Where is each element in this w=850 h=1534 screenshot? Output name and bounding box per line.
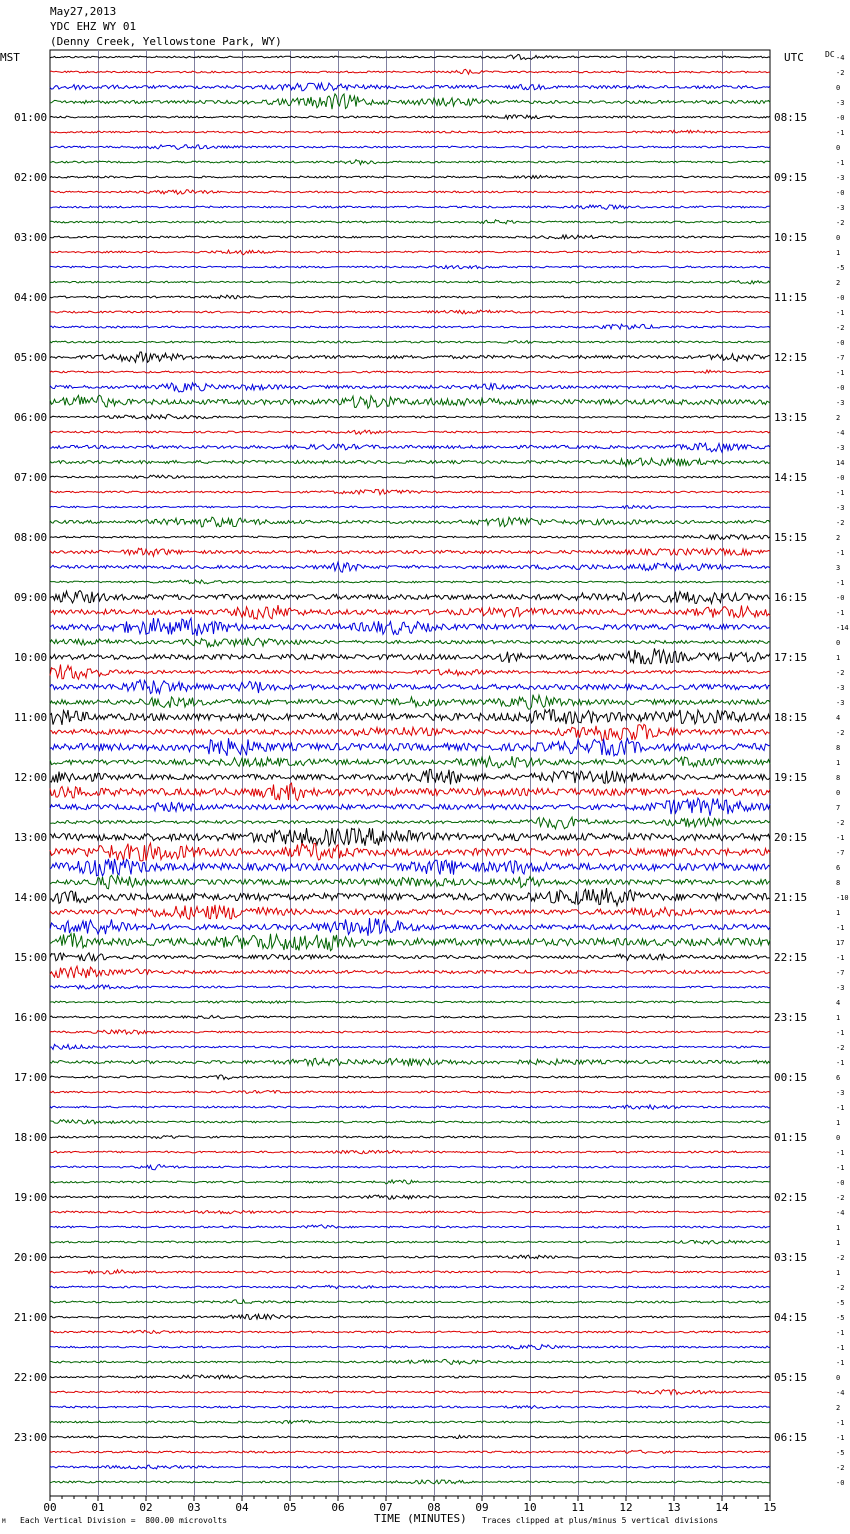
dc-offset-label: -7 xyxy=(836,354,845,362)
seismic-trace xyxy=(50,506,770,509)
dc-offset-label: 1 xyxy=(836,1014,841,1022)
seismic-trace xyxy=(50,1150,770,1153)
seismic-trace xyxy=(50,769,770,784)
seismic-trace xyxy=(50,1030,770,1035)
hour-label-utc: 09:15 xyxy=(774,171,808,184)
dc-offset-label: -2 xyxy=(836,1464,845,1472)
hour-label-mst: 04:00 xyxy=(14,291,48,304)
dc-offset-label: -1 xyxy=(836,1104,845,1112)
dc-offset-label: 0 xyxy=(836,639,841,647)
seismic-trace xyxy=(50,1330,770,1333)
dc-offset-label: -3 xyxy=(836,699,845,707)
dc-offset-label: -0 xyxy=(836,594,845,602)
dc-offset-label: 2 xyxy=(836,279,841,287)
seismic-trace xyxy=(50,1480,770,1484)
dc-offset-label: -1 xyxy=(836,489,845,497)
hour-label-utc: 19:15 xyxy=(774,771,808,784)
dc-offset-label: -1 xyxy=(836,834,845,842)
dc-offset-label: -0 xyxy=(836,114,845,122)
x-tick-label: 05 xyxy=(283,1501,297,1514)
dc-offset-label: -1 xyxy=(836,129,845,137)
dc-offset-label: -1 xyxy=(836,1359,845,1367)
seismic-trace xyxy=(50,489,770,494)
seismic-trace xyxy=(50,580,770,584)
dc-offset-label: 1 xyxy=(836,1239,841,1247)
dc-offset-label: 7 xyxy=(836,804,841,812)
station-location: (Denny Creek, Yellowstone Park, WY) xyxy=(50,35,282,48)
seismic-trace xyxy=(50,266,770,269)
hour-label-utc: 11:15 xyxy=(774,291,808,304)
dc-offset-label: -1 xyxy=(836,1419,845,1427)
dc-offset-label: 0 xyxy=(836,144,841,152)
dc-offset-label: -4 xyxy=(836,429,845,437)
scale-note: Each Vertical Division = 800.00 microvolts xyxy=(20,1516,228,1525)
left-zone-label: MST xyxy=(0,51,20,64)
hour-label-mst: 10:00 xyxy=(14,651,48,664)
seismic-trace xyxy=(50,1465,770,1469)
seismic-trace xyxy=(50,130,770,133)
seismic-trace xyxy=(50,1195,770,1199)
hour-label-mst: 03:00 xyxy=(14,231,48,244)
dc-offset-label: -4 xyxy=(836,1389,845,1397)
hour-label-utc: 20:15 xyxy=(774,831,808,844)
dc-offset-label: -1 xyxy=(836,159,845,167)
hour-label-utc: 21:15 xyxy=(774,891,808,904)
hour-label-mst: 22:00 xyxy=(14,1371,48,1384)
dc-offset-label: -2 xyxy=(836,519,845,527)
seismic-trace xyxy=(50,1390,770,1395)
dc-offset-label: -2 xyxy=(836,819,845,827)
seismic-trace xyxy=(50,281,770,284)
seismic-trace xyxy=(50,680,770,694)
dc-offset-label: 1 xyxy=(836,909,841,917)
dc-offset-label: -2 xyxy=(836,669,845,677)
hour-label-utc: 23:15 xyxy=(774,1011,808,1024)
x-axis-title: TIME (MINUTES) xyxy=(374,1512,467,1525)
dc-offset-label: -5 xyxy=(836,1314,845,1322)
seismic-trace xyxy=(50,905,770,919)
hour-label-utc: 22:15 xyxy=(774,951,808,964)
dc-offset-label: 0 xyxy=(836,234,841,242)
seismic-trace xyxy=(50,324,770,329)
hour-label-mst: 23:00 xyxy=(14,1431,48,1444)
hour-label-mst: 02:00 xyxy=(14,171,48,184)
seismic-trace xyxy=(50,458,770,466)
seismic-trace xyxy=(50,724,770,740)
seismic-trace xyxy=(50,953,770,961)
dc-offset-label: -5 xyxy=(836,1299,845,1307)
dc-offset-label: -2 xyxy=(836,729,845,737)
dc-offset-label: -4 xyxy=(836,54,845,62)
dc-offset-label: 0 xyxy=(836,789,841,797)
dc-offset-label: 1 xyxy=(836,1224,841,1232)
seismic-trace xyxy=(50,69,770,74)
seismic-trace xyxy=(50,175,770,178)
dc-offset-label: 0 xyxy=(836,1134,841,1142)
hour-label-mst: 08:00 xyxy=(14,531,48,544)
seismic-trace xyxy=(50,443,770,452)
hour-label-mst: 20:00 xyxy=(14,1251,48,1264)
seismic-trace xyxy=(50,1091,770,1094)
hour-label-mst: 17:00 xyxy=(14,1071,48,1084)
dc-offset-label: 0 xyxy=(836,1374,841,1382)
seismic-trace xyxy=(50,1044,770,1049)
seismic-trace xyxy=(50,1015,770,1018)
dc-offset-label: -3 xyxy=(836,204,845,212)
dc-offset-label: -3 xyxy=(836,684,845,692)
seismic-trace xyxy=(50,370,770,373)
seismic-trace xyxy=(50,1435,770,1438)
hour-label-utc: 13:15 xyxy=(774,411,808,424)
seismic-trace xyxy=(50,94,770,109)
seismic-trace xyxy=(50,160,770,165)
seismic-trace xyxy=(50,295,770,299)
seismic-trace xyxy=(50,648,770,664)
dc-offset-label: -0 xyxy=(836,189,845,197)
dc-offset-label: -1 xyxy=(836,309,845,317)
seismic-trace xyxy=(50,1420,770,1423)
dc-offset-label: -0 xyxy=(836,474,845,482)
seismic-trace xyxy=(50,756,770,768)
dc-offset-label: -4 xyxy=(836,1209,845,1217)
hour-label-utc: 02:15 xyxy=(774,1191,808,1204)
dc-offset-label: 17 xyxy=(836,939,845,947)
dc-offset-label: -2 xyxy=(836,69,845,77)
dc-offset-label: -2 xyxy=(836,1284,845,1292)
seismic-trace xyxy=(50,1075,770,1080)
dc-offset-label: -1 xyxy=(836,579,845,587)
dc-offset-label: -1 xyxy=(836,369,845,377)
x-tick-label: 00 xyxy=(43,1501,57,1514)
seismic-trace xyxy=(50,875,770,888)
seismic-trace xyxy=(50,817,770,829)
seismic-trace xyxy=(50,548,770,556)
dc-offset-label: -7 xyxy=(836,969,845,977)
seismic-trace xyxy=(50,517,770,527)
dc-offset-label: 2 xyxy=(836,414,841,422)
x-tick-label: 02 xyxy=(139,1501,153,1514)
x-tick-label: 15 xyxy=(763,1501,777,1514)
dc-offset-label: -1 xyxy=(836,924,845,932)
seismic-trace xyxy=(50,1359,770,1364)
dc-offset-label: -3 xyxy=(836,504,845,512)
hour-label-utc: 00:15 xyxy=(774,1071,808,1084)
hour-label-utc: 17:15 xyxy=(774,651,808,664)
seismic-trace xyxy=(50,888,770,906)
seismic-trace xyxy=(50,430,770,434)
dc-offset-label: -14 xyxy=(836,624,849,632)
dc-offset-label: 1 xyxy=(836,654,841,662)
x-tick-label: 13 xyxy=(667,1501,681,1514)
seismic-trace xyxy=(50,535,770,540)
seismic-trace xyxy=(50,341,770,344)
corner-mark: M xyxy=(2,1518,6,1525)
x-tick-label: 07 xyxy=(379,1501,393,1514)
seismic-trace xyxy=(50,1345,770,1350)
dc-offset-label: 6 xyxy=(836,864,841,872)
dc-offset-label: -2 xyxy=(836,219,845,227)
dc-offset-label: 4 xyxy=(836,714,841,722)
seismic-trace xyxy=(50,665,770,680)
dc-offset-label: -1 xyxy=(836,609,845,617)
x-tick-label: 11 xyxy=(571,1501,585,1514)
dc-offset-label: -10 xyxy=(836,894,849,902)
hour-label-utc: 03:15 xyxy=(774,1251,808,1264)
seismic-trace xyxy=(50,115,770,119)
dc-offset-label: -3 xyxy=(836,984,845,992)
seismic-trace xyxy=(50,475,770,478)
dc-offset-label: -0 xyxy=(836,1479,845,1487)
seismic-trace xyxy=(50,798,770,816)
seismic-trace xyxy=(50,414,770,419)
dc-offset-label: 1 xyxy=(836,249,841,257)
seismic-trace xyxy=(50,220,770,224)
dc-offset-label: 3 xyxy=(836,564,841,572)
seismic-trace xyxy=(50,966,770,978)
dc-offset-label: -1 xyxy=(836,1149,845,1157)
seismic-trace xyxy=(50,562,770,572)
dc-offset-label: 4 xyxy=(836,999,841,1007)
seismic-trace xyxy=(50,1225,770,1228)
seismic-trace xyxy=(50,352,770,362)
seismic-trace xyxy=(50,1406,770,1409)
seismic-trace xyxy=(50,395,770,408)
hour-label-mst: 09:00 xyxy=(14,591,48,604)
dc-offset-label: 1 xyxy=(836,1269,841,1277)
dc-offset-label: -3 xyxy=(836,399,845,407)
seismic-trace xyxy=(50,83,770,91)
dc-offset-label: -0 xyxy=(836,294,845,302)
dc-offset-label: -1 xyxy=(836,549,845,557)
dc-offset-label: -1 xyxy=(836,1344,845,1352)
dc-offset-label: -5 xyxy=(836,1449,845,1457)
hour-label-mst: 21:00 xyxy=(14,1311,48,1324)
x-tick-label: 03 xyxy=(187,1501,201,1514)
seismic-trace xyxy=(50,1180,770,1184)
hour-label-mst: 14:00 xyxy=(14,891,48,904)
dc-offset-label: -2 xyxy=(836,1254,845,1262)
seismic-trace xyxy=(50,1058,770,1066)
seismic-trace xyxy=(50,859,770,876)
x-tick-label: 09 xyxy=(475,1501,489,1514)
seismic-trace xyxy=(50,843,770,861)
seismic-trace xyxy=(50,638,770,647)
dc-label: DC xyxy=(825,50,835,59)
dc-offset-label: -2 xyxy=(836,1044,845,1052)
seismic-trace xyxy=(50,1001,770,1004)
right-zone-label: UTC xyxy=(784,51,804,64)
seismic-trace xyxy=(50,1450,770,1453)
seismic-trace xyxy=(50,1211,770,1214)
x-tick-label: 04 xyxy=(235,1501,249,1514)
hour-label-utc: 12:15 xyxy=(774,351,808,364)
hour-label-mst: 07:00 xyxy=(14,471,48,484)
seismic-trace xyxy=(50,310,770,314)
clip-note: Traces clipped at plus/minus 5 vertical divisions xyxy=(482,1516,719,1525)
seismic-trace xyxy=(50,918,770,936)
dc-offset-label: -0 xyxy=(836,384,845,392)
seismic-trace xyxy=(50,618,770,636)
seismic-trace xyxy=(50,190,770,195)
seismic-trace xyxy=(50,1314,770,1319)
hour-label-utc: 16:15 xyxy=(774,591,808,604)
station-code: YDC EHZ WY 01 xyxy=(50,20,137,33)
hour-label-mst: 06:00 xyxy=(14,411,48,424)
record-date: May27,2013 xyxy=(50,5,117,18)
dc-offset-label: 1 xyxy=(836,1119,841,1127)
seismic-trace xyxy=(50,591,770,604)
seismic-trace xyxy=(50,205,770,210)
hour-label-utc: 14:15 xyxy=(774,471,808,484)
dc-offset-label: -3 xyxy=(836,99,845,107)
seismic-trace xyxy=(50,783,770,800)
dc-offset-label: -0 xyxy=(836,1179,845,1187)
seismic-trace xyxy=(50,605,770,619)
hour-label-mst: 13:00 xyxy=(14,831,48,844)
hour-label-mst: 16:00 xyxy=(14,1011,48,1024)
seismic-trace xyxy=(50,1255,770,1259)
dc-offset-label: 0 xyxy=(836,84,841,92)
hour-label-mst: 01:00 xyxy=(14,111,48,124)
hour-label-mst: 12:00 xyxy=(14,771,48,784)
hour-label-utc: 05:15 xyxy=(774,1371,808,1384)
dc-offset-label: -1 xyxy=(836,1029,845,1037)
dc-offset-label: -2 xyxy=(836,324,845,332)
seismic-trace xyxy=(50,985,770,989)
dc-offset-label: -0 xyxy=(836,339,845,347)
seismic-trace xyxy=(50,1375,770,1379)
seismic-trace xyxy=(50,145,770,150)
seismic-trace xyxy=(50,54,770,59)
seismic-trace xyxy=(50,1270,770,1274)
hour-label-utc: 15:15 xyxy=(774,531,808,544)
seismic-trace xyxy=(50,1136,770,1139)
hour-label-utc: 06:15 xyxy=(774,1431,808,1444)
dc-offset-label: -3 xyxy=(836,1089,845,1097)
hour-label-utc: 01:15 xyxy=(774,1131,808,1144)
seismic-trace xyxy=(50,1285,770,1288)
dc-offset-label: 1 xyxy=(836,759,841,767)
dc-offset-label: -1 xyxy=(836,954,845,962)
seismic-trace xyxy=(50,1165,770,1170)
hour-label-utc: 10:15 xyxy=(774,231,808,244)
x-tick-label: 10 xyxy=(523,1501,537,1514)
dc-offset-label: -2 xyxy=(836,1194,845,1202)
x-tick-label: 01 xyxy=(91,1501,105,1514)
dc-offset-label: 14 xyxy=(836,459,845,467)
hour-label-utc: 04:15 xyxy=(774,1311,808,1324)
x-tick-label: 14 xyxy=(715,1501,729,1514)
dc-offset-label: 2 xyxy=(836,1404,841,1412)
hour-label-mst: 05:00 xyxy=(14,351,48,364)
hour-label-mst: 15:00 xyxy=(14,951,48,964)
x-tick-label: 12 xyxy=(619,1501,633,1514)
dc-offset-label: -7 xyxy=(836,849,845,857)
hour-label-mst: 19:00 xyxy=(14,1191,48,1204)
hour-label-utc: 08:15 xyxy=(774,111,808,124)
seismic-trace xyxy=(50,738,770,756)
dc-offset-label: 6 xyxy=(836,1074,841,1082)
seismic-trace xyxy=(50,933,770,951)
seismic-trace xyxy=(50,828,770,846)
seismic-trace xyxy=(50,383,770,392)
seismic-trace xyxy=(50,1120,770,1124)
seismic-trace xyxy=(50,1300,770,1304)
dc-offset-label: -5 xyxy=(836,264,845,272)
seismic-trace xyxy=(50,250,770,255)
seismic-trace xyxy=(50,710,770,725)
dc-offset-label: 2 xyxy=(836,534,841,542)
dc-offset-label: -1 xyxy=(836,1059,845,1067)
dc-offset-label: 8 xyxy=(836,774,841,782)
dc-offset-label: -1 xyxy=(836,1434,845,1442)
dc-offset-label: 8 xyxy=(836,744,841,752)
dc-offset-label: 8 xyxy=(836,879,841,887)
hour-label-mst: 18:00 xyxy=(14,1131,48,1144)
x-tick-label: 08 xyxy=(427,1501,441,1514)
seismic-trace xyxy=(50,1240,770,1244)
dc-offset-label: -1 xyxy=(836,1329,845,1337)
hour-label-mst: 11:00 xyxy=(14,711,48,724)
hour-label-utc: 18:15 xyxy=(774,711,808,724)
dc-offset-label: -3 xyxy=(836,444,845,452)
seismic-trace xyxy=(50,235,770,239)
dc-offset-label: -1 xyxy=(836,1164,845,1172)
seismic-trace xyxy=(50,695,770,709)
seismic-trace xyxy=(50,1105,770,1110)
x-tick-label: 06 xyxy=(331,1501,345,1514)
dc-offset-label: -3 xyxy=(836,174,845,182)
